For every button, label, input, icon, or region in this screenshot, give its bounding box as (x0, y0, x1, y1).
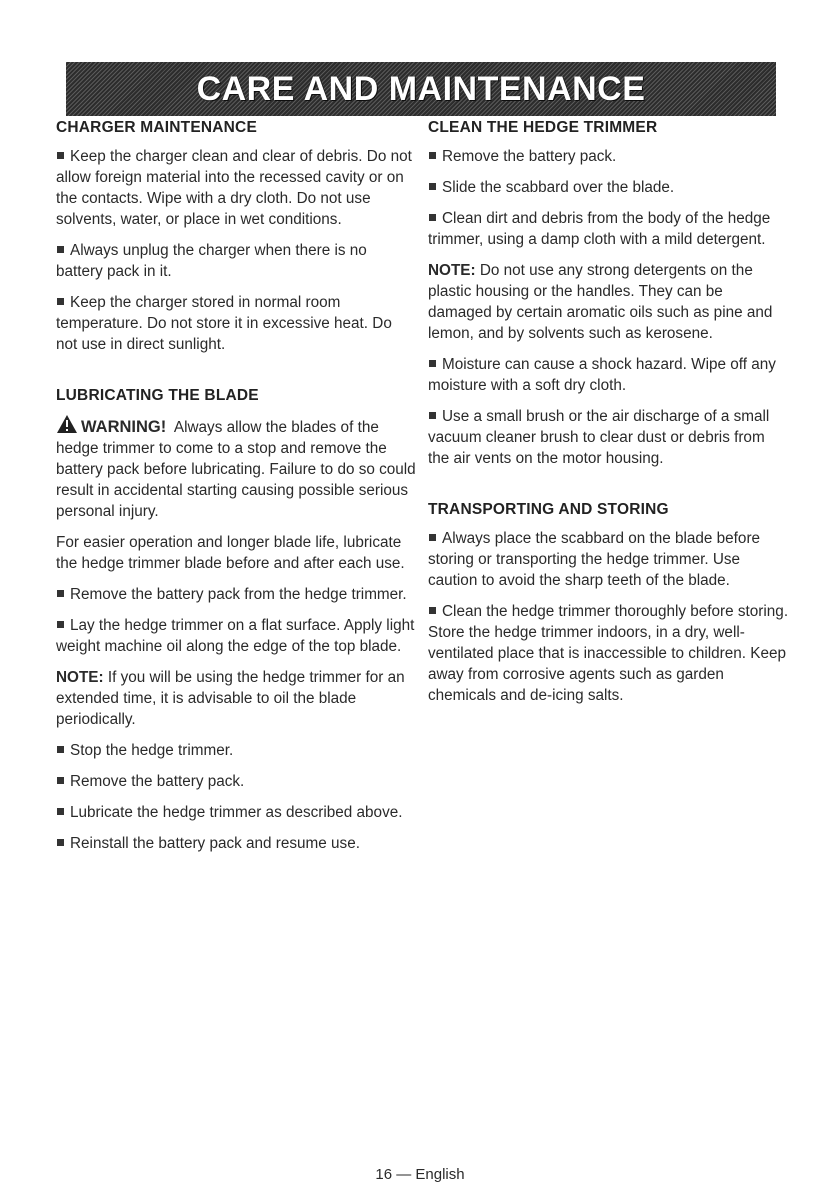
warning-triangle-icon (56, 414, 78, 434)
note-paragraph (56, 667, 416, 730)
list-item: Keep the charger stored in normal room temperature. Do not store it in excessive heat. Do not use in direct sunlight. (56, 292, 416, 355)
note-label: NOTE: (56, 669, 104, 686)
list-item: Always place the scabbard on the blade before storing or transporting the hedge trimmer. Use caution to avoid the sharp teeth of the blade. (428, 528, 790, 591)
warning-label: WARNING! (81, 418, 167, 436)
list-item: Remove the battery pack. (56, 771, 416, 792)
warning-paragraph (56, 414, 416, 522)
list-item: Lubricate the hedge trimmer as described above. (56, 802, 416, 823)
note-text: Do not use any strong detergents on the plastic housing or the handles. They can be damaged by certain aromatic oils such as pine and lemon, and by solvents such as kerosene. (428, 262, 773, 342)
warning-text: Always allow the blades of the hedge trimmer to come to a stop and remove the battery pack before lubricating. Failure to do so could result in accidental starting causing possible serious personal injury. (56, 419, 416, 520)
lubricating-intro: For easier operation and longer blade life, lubricate the hedge trimmer blade before and after each use. (56, 534, 405, 572)
lubricating-heading: LUBRICATING THE BLADE (56, 387, 259, 404)
charger-maintenance-heading: CHARGER MAINTENANCE (56, 119, 257, 136)
page-title: CARE AND MAINTENANCE (196, 70, 646, 108)
list-item: Reinstall the battery pack and resume use. (56, 833, 416, 854)
note-label: NOTE: (428, 262, 476, 279)
list-item: Moisture can cause a shock hazard. Wipe off any moisture with a soft dry cloth. (428, 354, 790, 396)
note-text: If you will be using the hedge trimmer for an extended time, it is advisable to oil the blade periodically. (56, 669, 405, 728)
right-column (428, 117, 790, 716)
clean-heading: CLEAN THE HEDGE TRIMMER (428, 119, 658, 136)
list-item: Stop the hedge trimmer. (56, 740, 416, 761)
list-item: Slide the scabbard over the blade. (428, 177, 790, 198)
list-item: Use a small brush or the air discharge of a small vacuum cleaner brush to clear dust or debris from the air vents on the motor housing. (428, 406, 790, 469)
list-item: Always unplug the charger when there is no battery pack in it. (56, 240, 416, 282)
list-item: Lay the hedge trimmer on a flat surface. Apply light weight machine oil along the edge of the top blade. (56, 617, 415, 655)
page-footer: 16 — English (375, 1166, 465, 1183)
list-item: Clean the hedge trimmer thoroughly before storing. Store the hedge trimmer indoors, in a dry, well-ventilated place that is inaccessible to children. Keep away from corrosive agents such as garden chemicals and de-icing salts. (428, 603, 789, 704)
note-paragraph (428, 260, 790, 344)
list-item: Keep the charger clean and clear of debris. Do not allow foreign material into the recessed cavity or on the contacts. Wipe with a dry cloth. Do not use solvents, water, or place in wet conditions. (56, 146, 416, 230)
list-item: Clean dirt and debris from the body of the hedge trimmer, using a damp cloth with a mild detergent. (428, 208, 790, 250)
list-item: Remove the battery pack. (428, 146, 790, 167)
list-item: Remove the battery pack from the hedge trimmer. (56, 584, 416, 605)
transport-heading: TRANSPORTING AND STORING (428, 501, 669, 518)
section-banner (66, 62, 776, 116)
left-column (56, 117, 416, 864)
